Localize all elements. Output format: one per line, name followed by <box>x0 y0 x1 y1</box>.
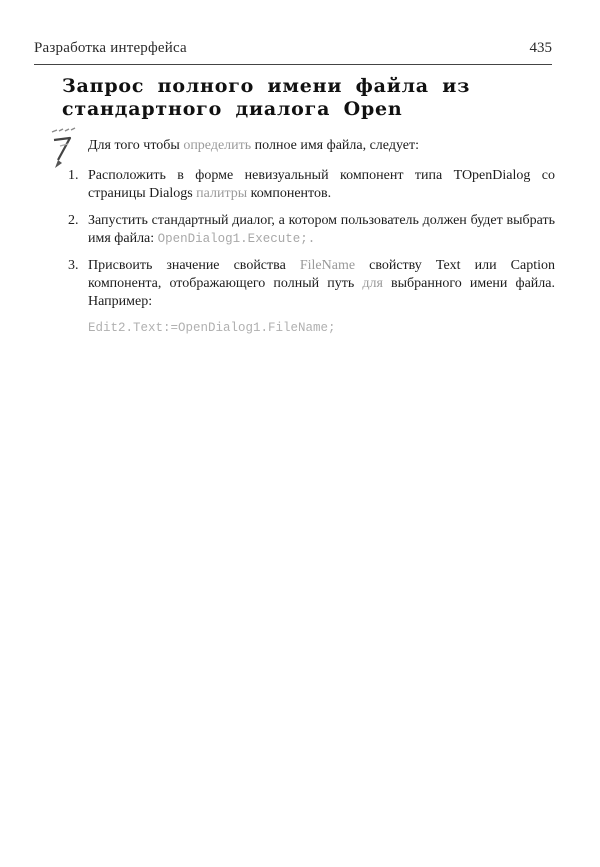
step-text-faded: для <box>362 276 383 291</box>
step-number: 1. <box>68 168 79 183</box>
step-number: 3. <box>68 258 79 273</box>
step-number: 2. <box>68 213 79 228</box>
list-item <box>60 167 555 203</box>
step-text: свойству Text или Caption компонента, отображающего полный путь <box>88 258 555 291</box>
section-title: Запрос полного имени файла из стандартного диалога Open <box>62 75 471 120</box>
running-title: Разработка интерфейса <box>34 40 187 56</box>
step-text: компонентов. <box>247 186 332 201</box>
code-example: Edit2.Text:=OpenDialog1.FileName; <box>88 321 336 335</box>
page-header <box>34 38 552 65</box>
list-item <box>60 212 555 248</box>
step-text: Запустить стандартный диалог, а котором пользователь должен будет выбрать имя файла: <box>88 213 555 246</box>
intro-text-faded: определить <box>183 138 252 153</box>
code-inline: OpenDialog1.Execute;. <box>157 232 316 246</box>
step-text: выбранного имени файла. Например: <box>88 276 555 309</box>
step-text-faded: палитры <box>196 186 248 201</box>
intro-text-start: Для того чтобы <box>88 138 184 153</box>
intro-text <box>88 137 558 155</box>
intro-text-end: полное имя файла, следует: <box>251 138 419 153</box>
step-text-faded: FileName <box>299 258 356 273</box>
pencil-note-icon <box>48 126 80 170</box>
page-number: 435 <box>529 40 552 56</box>
step-text: Расположить в форме невизуальный компонент типа TOpenDialog со страницы Dialogs <box>88 168 555 201</box>
steps-list <box>60 167 555 346</box>
step-text: Присвоить значение свойства <box>88 258 300 273</box>
list-item <box>60 257 555 337</box>
